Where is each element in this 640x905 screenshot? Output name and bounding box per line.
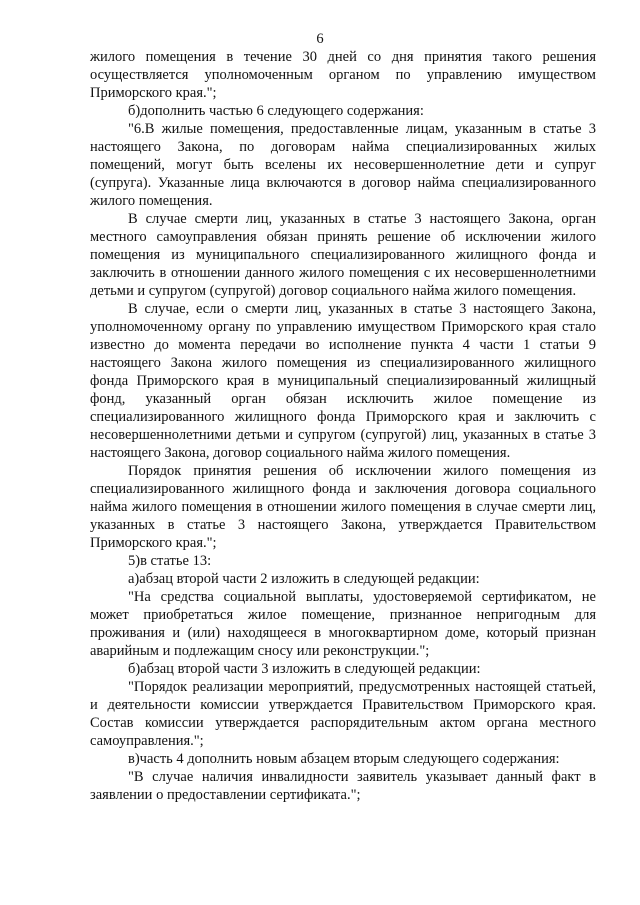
page-number: 6 xyxy=(316,31,324,47)
paragraph-article-13: 5)в статье 13: xyxy=(128,553,212,569)
paragraph-exclusion-procedure: Порядок принятия решения об исключении жилого помещения из специализированного жилищного фонда и заключения договора социального найма жилого помещения в отношении жилого помещения в случае смерти лиц, указанных в статье 3 настоящего Закона, утверждается Правительством Приморского края."; xyxy=(90,463,596,551)
paragraph-commission-procedure: "Порядок реализации мероприятий, предусмотренных настоящей статьей, и деятельности комиссии утверждается Правительством Приморского края. Состав комиссии утверждается распорядительным актом органа местного самоуправления."; xyxy=(90,679,596,749)
paragraph-part-6-text: "6.В жилые помещения, предоставленные лицам, указанным в статье 3 настоящего Закона, по договорам найма специализированных жилых помещений, могут быть вселены их несовершеннолетние дети и супруг (супруга). Указанные лица включаются в договор найма специализированного жилого помещения. xyxy=(90,121,596,209)
paragraph-death-before-transfer: В случае, если о смерти лиц, указанных в статье 3 настоящего Закона, уполномоченному органу по управлению имуществом Приморского края стало известно до момента передачи во исполнение пункта 4 части 1 статьи 9 настоящего Закона жилого помещения из специализированного жилищного фонда Приморского края в муниципальный специализированный жилищный фонд, указанный орган обязан исключить жилое помещение из специализированного жилищного фонда Приморского края и заключить с несовершеннолетними детьми и супругом (супругой) лиц, указанных в статье 3 настоящего Закона, договор социального найма жилого помещения. xyxy=(90,301,596,461)
document-body xyxy=(90,48,596,804)
paragraph-item-v: в)часть 4 дополнить новым абзацем вторым следующего содержания: xyxy=(128,751,560,767)
paragraph-certificate-funds: "На средства социальной выплаты, удостоверяемой сертификатом, не может приобретаться жилое помещение, признанное непригодным для проживания и (или) находящееся в многоквартирном доме, который признан аварийным и подлежащим сносу или реконструкции."; xyxy=(90,589,596,659)
paragraph-death-case: В случае смерти лиц, указанных в статье 3 настоящего Закона, орган местного самоуправления обязан принять решение об исключении жилого помещения из муниципального специализированного жилищного фонда и заключить в отношении данного жилого помещения с их несовершеннолетними детьми и супругом (супругой) договор социального найма жилого помещения. xyxy=(90,211,596,299)
paragraph-item-a: а)абзац второй части 2 изложить в следующей редакции: xyxy=(128,571,480,587)
paragraph-continuation: жилого помещения в течение 30 дней со дня принятия такого решения осуществляется уполномоченным органом по управлению имуществом Приморского края."; xyxy=(90,49,596,101)
paragraph-item-b-part-6: б)дополнить частью 6 следующего содержания: xyxy=(128,103,424,119)
paragraph-disability: "В случае наличия инвалидности заявитель указывает данный факт в заявлении о предоставлении сертификата."; xyxy=(90,769,596,803)
paragraph-item-b: б)абзац второй части 3 изложить в следующей редакции: xyxy=(128,661,481,677)
